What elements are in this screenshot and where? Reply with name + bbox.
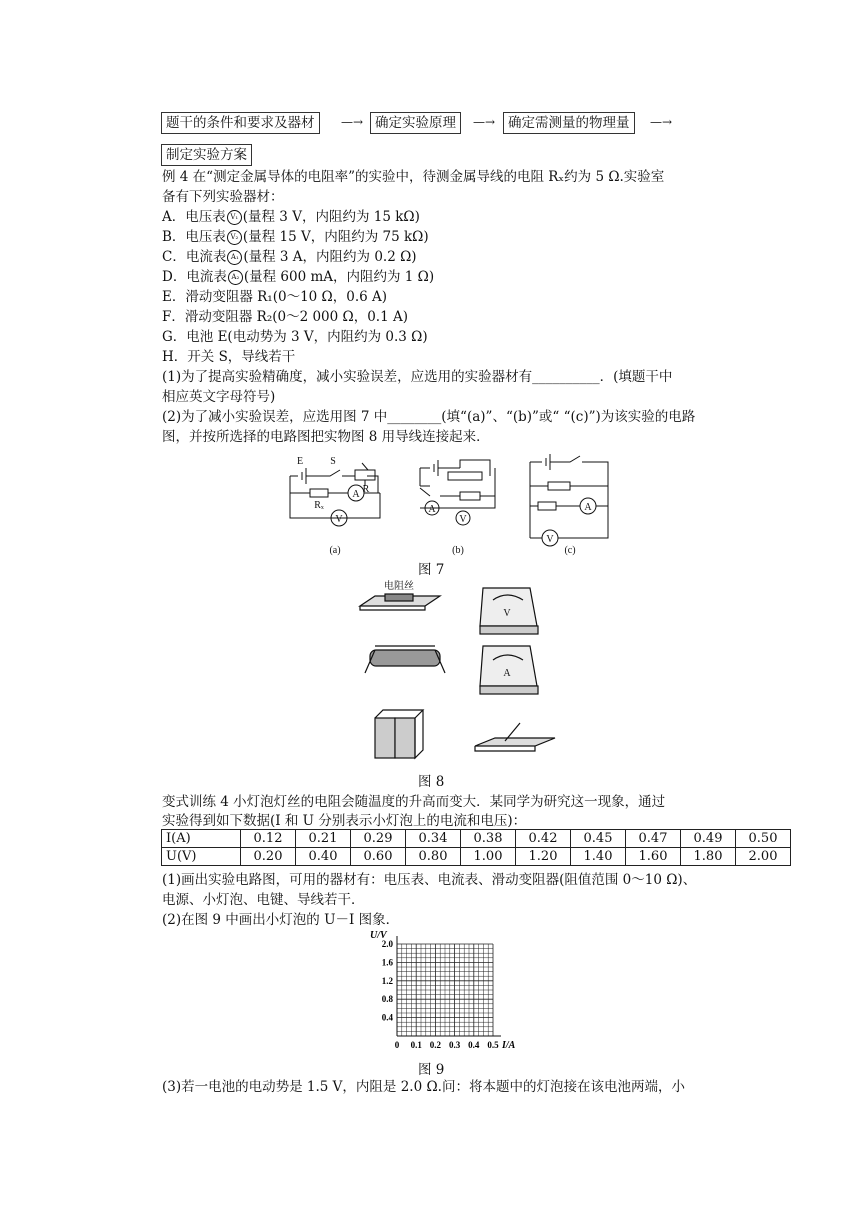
y-axis-label: U/V [370, 930, 387, 941]
exercise4-intro-line1: 变式训练 4 小灯泡灯丝的电阻会随温度的升高而变大．某同学为研究这一现象，通过 [162, 794, 666, 810]
item-f: F．滑动变阻器 R₂(0～2 000 Ω，0.1 A) [162, 309, 408, 325]
table-cell: 0.42 [516, 830, 571, 848]
iu-data-table [161, 829, 791, 866]
table-cell: 0.47 [626, 830, 681, 848]
table-cell: U(V) [162, 848, 241, 866]
y-tick-label: 1.2 [381, 975, 393, 986]
item-c-label: C．电流表 [162, 249, 227, 265]
ammeter-icon: A₂ [228, 270, 243, 285]
item-c [162, 248, 417, 267]
example4-intro-line1: 例 4 在“测定金属导体的电阻率”的实验中，待测金属导线的电阻 Rₓ约为 5 Ω.实验室 [162, 169, 665, 185]
table-cell: 0.80 [406, 848, 461, 866]
table-cell: 0.20 [241, 848, 296, 866]
table-row [162, 848, 791, 866]
resistance-wire-label: 电阻丝 [384, 581, 414, 592]
table-cell: 0.21 [296, 830, 351, 848]
table-cell: 0.45 [571, 830, 626, 848]
y-tick-label: 2.0 [381, 939, 393, 949]
meter-v-label: V [459, 514, 467, 525]
voltmeter-icon: V₂ [227, 230, 242, 245]
item-b-rest: (量程 15 V，内阻约为 75 kΩ) [242, 229, 429, 245]
x-tick-label: 0.4 [468, 1040, 480, 1050]
exercise-question1-line2: 电源、小灯泡、电键、导线若干． [162, 892, 365, 908]
table-cell: 1.80 [681, 848, 736, 866]
item-a-rest: (量程 3 V，内阻约为 15 kΩ) [242, 209, 420, 225]
figure9-caption: 图 9 [418, 1062, 445, 1078]
figure8-apparatus [355, 578, 585, 768]
axes [397, 936, 501, 1036]
table-cell: 0.49 [681, 830, 736, 848]
meter-a-label: A [428, 504, 436, 515]
table-cell: 1.40 [571, 848, 626, 866]
table-cell: I(A) [162, 830, 241, 848]
exercise-question2: (2)在图 9 中画出小灯泡的 U－I 图象． [162, 912, 400, 928]
table-cell: 1.60 [626, 848, 681, 866]
y-tick-label: 0.4 [381, 1012, 393, 1023]
question2-line2: 图，并按所选择的电路图把实物图 8 用导线连接起来． [162, 429, 490, 445]
x-tick-label: 0 [394, 1040, 400, 1050]
flow-arrow-2: —→ [473, 115, 496, 129]
question2-line1: (2)为了减小实验误差，应选用图 7 中________(填“(a)”、“(b)”或“ “(c)”)为该实验的电路 [162, 409, 696, 425]
table-cell: 0.60 [351, 848, 406, 866]
ammeter-face-label: A [503, 668, 511, 679]
voltmeter-icon: V₁ [227, 210, 242, 225]
x-tick-label: 0.1 [410, 1040, 422, 1050]
table-cell: 0.40 [296, 848, 351, 866]
table-cell: 0.34 [406, 830, 461, 848]
table-cell: 0.12 [241, 830, 296, 848]
flow-box-conditions: 题干的条件和要求及器材 [161, 112, 320, 134]
table-cell: 2.00 [736, 848, 791, 866]
item-e: E．滑动变阻器 R₁(0～10 Ω，0.6 A) [162, 289, 388, 305]
table-cell: 0.29 [351, 830, 406, 848]
x-tick-label: 0.2 [429, 1040, 442, 1050]
item-h: H．开关 S，导线若干 [162, 349, 296, 365]
flow-box-principle: 确定实验原理 [370, 112, 461, 134]
voltmeter-face-label: V [503, 608, 511, 619]
item-d-rest: (量程 600 mA，内阻约为 1 Ω) [243, 269, 435, 285]
exercise4-intro-line2: 实验得到如下数据(I 和 U 分别表示小灯泡上的电流和电压)： [162, 813, 527, 829]
item-g: G．电池 E(电动势为 3 V，内阻约为 0.3 Ω) [162, 329, 428, 345]
table-cell: 1.00 [461, 848, 516, 866]
circuit-b-caption: (b) [452, 545, 464, 556]
item-d [162, 268, 434, 287]
meter-a-label: A [352, 489, 360, 500]
item-a [162, 208, 420, 227]
circuit-a-caption: (a) [329, 545, 341, 556]
y-tick-label: 0.8 [381, 994, 393, 1005]
x-tick-label: 0.3 [448, 1040, 461, 1050]
flow-box-quantities: 确定需测量的物理量 [503, 112, 635, 134]
question1-line1: (1)为了提高实验精确度，减小实验误差，应选用的实验器材有__________．(填题干中 [162, 369, 673, 385]
figure8-caption: 图 8 [418, 774, 445, 790]
table-cell: 0.38 [461, 830, 516, 848]
x-axis-label: I/A [502, 1040, 516, 1051]
exercise-question1-line1: (1)画出实验电路图，可用的器材有：电压表、电流表、滑动变阻器(阻值范围 0～10 Ω)、 [162, 872, 697, 888]
figure7-caption: 图 7 [418, 562, 445, 578]
table-cell: 0.50 [736, 830, 791, 848]
circuit-c-caption: (c) [564, 545, 576, 556]
figure9-ui-grid [360, 928, 520, 1058]
example4-intro-line2: 备有下列实验器材： [162, 189, 284, 205]
item-b-label: B．电压表 [162, 229, 226, 245]
label-rx: Rₓ [314, 500, 324, 511]
item-a-label: A．电压表 [162, 209, 226, 225]
table-cell: 1.20 [516, 848, 571, 866]
ammeter-icon: A₁ [227, 250, 242, 265]
x-tick-label: 0.5 [487, 1040, 499, 1050]
y-tick-label: 1.6 [381, 957, 393, 968]
table-row [162, 830, 791, 848]
figure7-circuits [280, 448, 620, 558]
meter-v-label: V [335, 514, 343, 525]
flow-box-plan: 制定实验方案 [161, 144, 252, 166]
meter-v-label: V [546, 534, 554, 545]
item-b [162, 228, 429, 247]
item-d-label: D．电流表 [162, 269, 227, 285]
question1-line2: 相应英文字母符号) [162, 389, 276, 405]
flow-arrow-1: —→ [341, 115, 364, 129]
label-e: E [296, 456, 304, 467]
flow-arrow-3: —→ [650, 115, 673, 129]
item-c-rest: (量程 3 A，内阻约为 0.2 Ω) [243, 249, 417, 265]
label-r: R [362, 484, 370, 495]
label-s: S [330, 456, 336, 467]
meter-a-label: A [584, 502, 592, 513]
exercise-question3: (3)若一电池的电动势是 1.5 V，内阻是 2.0 Ω.问：将本题中的灯泡接在该电池两端，小 [162, 1079, 685, 1095]
